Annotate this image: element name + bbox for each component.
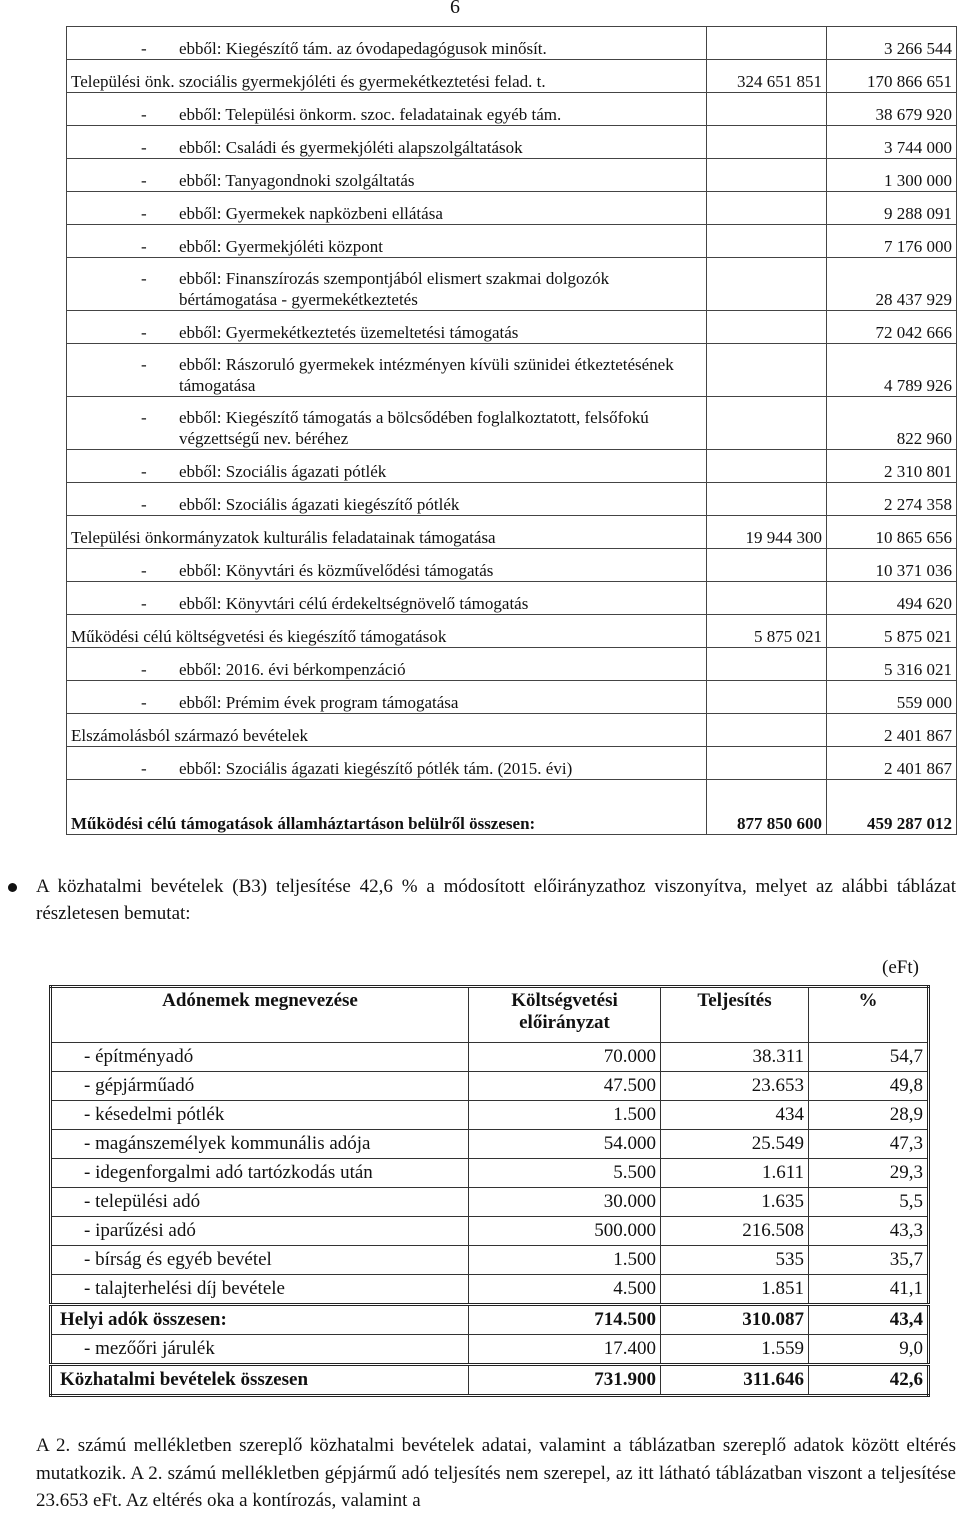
tax-table: [49, 985, 930, 1397]
support-row-label: - ebből: Tanyagondnoki szolgáltatás: [67, 159, 707, 192]
tax-total-row: [51, 1305, 929, 1335]
support-row-value-2: 10 371 036: [827, 549, 957, 582]
support-row: [67, 582, 957, 615]
support-row-label: - ebből: Kiegészítő támogatás a bölcsődében foglalkoztatott, felsőfokú végzettségű nev. béréhez: [67, 397, 707, 450]
support-row-value-2: 3 266 544: [827, 27, 957, 60]
tax-percent: 29,3: [809, 1159, 929, 1188]
tax-actual: 216.508: [661, 1217, 809, 1246]
tax-row: [51, 1188, 929, 1217]
support-row-value-2: 2 401 867: [827, 747, 957, 780]
support-row-value-2: 9 288 091: [827, 192, 957, 225]
tax-percent: 28,9: [809, 1101, 929, 1130]
support-row-label: - ebből: 2016. évi bérkompenzáció: [67, 648, 707, 681]
tax-name: - gépjárműadó: [51, 1072, 469, 1101]
support-row: [67, 648, 957, 681]
bullet-paragraph: [36, 873, 956, 927]
support-row: [67, 225, 957, 258]
tax-budget: 17.400: [469, 1335, 661, 1365]
bullet-text: A közhatalmi bevételek (B3) teljesítése 42,6 % a módosított előirányzathoz viszonyítva, melyet az alábbi táblázat részletesen bemutat:: [36, 876, 956, 924]
support-row-value-2: 28 437 929: [827, 258, 957, 311]
support-row-value-1: [707, 225, 827, 258]
support-row-label: - ebből: Gyermekjóléti központ: [67, 225, 707, 258]
tax-budget: 1.500: [469, 1101, 661, 1130]
tax-percent: 9,0: [809, 1335, 929, 1365]
tax-percent: 42,6: [809, 1365, 929, 1396]
tax-row: [51, 1101, 929, 1130]
support-row-label: - ebből: Prémim évek program támogatása: [67, 681, 707, 714]
support-row: [67, 344, 957, 397]
support-row-label: - ebből: Szociális ágazati pótlék: [67, 450, 707, 483]
tax-budget: 4.500: [469, 1275, 661, 1305]
support-row-label: - ebből: Rászoruló gyermekek intézményen kívüli szünidei étkeztetésének támogatása: [67, 344, 707, 397]
tax-actual: 434: [661, 1101, 809, 1130]
tax-name: - települési adó: [51, 1188, 469, 1217]
support-total-label: Működési célú támogatások államháztartáson belülről összesen:: [67, 780, 707, 835]
support-row-value-1: [707, 714, 827, 747]
tax-row: [51, 1217, 929, 1246]
support-row-value-2: 170 866 651: [827, 60, 957, 93]
support-row: [67, 516, 957, 549]
tax-name: - késedelmi pótlék: [51, 1101, 469, 1130]
tax-name: Közhatalmi bevételek összesen: [51, 1365, 469, 1396]
tax-percent: 49,8: [809, 1072, 929, 1101]
tax-budget: 5.500: [469, 1159, 661, 1188]
tax-budget: 70.000: [469, 1043, 661, 1072]
support-row-value-2: 38 679 920: [827, 93, 957, 126]
support-row: [67, 681, 957, 714]
support-row-label: - ebből: Kiegészítő tám. az óvodapedagógusok minősít.: [67, 27, 707, 60]
support-row-value-1: [707, 258, 827, 311]
unit-label: (eFt): [882, 957, 919, 978]
bottom-paragraph: A 2. számú mellékletben szereplő közhatalmi bevételek adatai, valamint a táblázatban szereplő adatok között eltérés mutatkozik. A 2. számú mellékletben gépjármű adó teljesítés nem szerepel, az itt látható táblázatban viszont a teljesítése 23.653 eFt. Az eltérés oka a kontírozás, valamint a: [36, 1435, 956, 1511]
tax-percent: 43,4: [809, 1305, 929, 1335]
tax-budget: 500.000: [469, 1217, 661, 1246]
support-row-value-1: [707, 549, 827, 582]
support-row-label: - ebből: Gyermekétkeztetés üzemeltetési támogatás: [67, 311, 707, 344]
support-row-label: - ebből: Települési önkorm. szoc. feladatainak egyéb tám.: [67, 93, 707, 126]
support-row: [67, 159, 957, 192]
tax-row: [51, 1130, 929, 1159]
tax-name: - bírság és egyéb bevétel: [51, 1246, 469, 1275]
tax-percent: 5,5: [809, 1188, 929, 1217]
support-total-value-1: 877 850 600: [707, 780, 827, 835]
support-row-label: - ebből: Finanszírozás szempontjából elismert szakmai dolgozók bértámogatása - gyermekétkeztetés: [67, 258, 707, 311]
support-row-value-2: 2 274 358: [827, 483, 957, 516]
tax-name: - magánszemélyek kommunális adója: [51, 1130, 469, 1159]
support-row-label: - ebből: Könyvtári és közművelődési támogatás: [67, 549, 707, 582]
support-row-value-1: [707, 681, 827, 714]
bullet-icon: [8, 883, 17, 892]
support-row: [67, 192, 957, 225]
support-row-value-1: [707, 344, 827, 397]
support-row-value-1: [707, 483, 827, 516]
tax-budget: 47.500: [469, 1072, 661, 1101]
tax-percent: 41,1: [809, 1275, 929, 1305]
header-percent: %: [809, 987, 929, 1043]
tax-budget: 54.000: [469, 1130, 661, 1159]
support-row-value-1: 324 651 851: [707, 60, 827, 93]
support-row: [67, 615, 957, 648]
support-row-value-1: [707, 159, 827, 192]
support-total-row: [67, 780, 957, 835]
tax-name: - idegenforgalmi adó tartózkodás után: [51, 1159, 469, 1188]
support-row: [67, 549, 957, 582]
support-row-value-2: 559 000: [827, 681, 957, 714]
support-row: [67, 311, 957, 344]
support-row-label: - ebből: Családi és gyermekjóléti alapszolgáltatások: [67, 126, 707, 159]
support-row-value-2: 7 176 000: [827, 225, 957, 258]
tax-actual: 1.851: [661, 1275, 809, 1305]
support-row-label: - ebből: Szociális ágazati kiegészítő pótlék: [67, 483, 707, 516]
support-row-value-1: [707, 126, 827, 159]
tax-row: [51, 1246, 929, 1275]
support-row: [67, 450, 957, 483]
tax-budget: 1.500: [469, 1246, 661, 1275]
support-row: [67, 747, 957, 780]
support-row: [67, 126, 957, 159]
tax-actual: 1.611: [661, 1159, 809, 1188]
tax-name: - mezőőri járulék: [51, 1335, 469, 1365]
support-row: [67, 93, 957, 126]
tax-name: - iparűzési adó: [51, 1217, 469, 1246]
tax-name: - talajterhelési díj bevétele: [51, 1275, 469, 1305]
support-row-label: Települési önk. szociális gyermekjóléti és gyermekétkeztetési felad. t.: [67, 60, 707, 93]
tax-name: - építményadó: [51, 1043, 469, 1072]
tax-actual: 25.549: [661, 1130, 809, 1159]
support-row-value-1: [707, 450, 827, 483]
header-name: Adónemek megnevezése: [51, 987, 469, 1043]
support-row-value-1: [707, 27, 827, 60]
tax-row: [51, 1043, 929, 1072]
support-row-value-2: 72 042 666: [827, 311, 957, 344]
tax-actual: 311.646: [661, 1365, 809, 1396]
support-row-label: Működési célú költségvetési és kiegészítő támogatások: [67, 615, 707, 648]
tax-actual: 38.311: [661, 1043, 809, 1072]
support-row: [67, 258, 957, 311]
tax-table-header: [51, 987, 929, 1043]
support-row: [67, 397, 957, 450]
tax-percent: 47,3: [809, 1130, 929, 1159]
support-row-value-2: 2 401 867: [827, 714, 957, 747]
tax-total-row: [51, 1365, 929, 1396]
support-row: [67, 60, 957, 93]
tax-actual: 1.559: [661, 1335, 809, 1365]
tax-row: [51, 1335, 929, 1365]
support-row-value-1: [707, 648, 827, 681]
support-row-label: - ebből: Gyermekek napközbeni ellátása: [67, 192, 707, 225]
tax-row: [51, 1275, 929, 1305]
support-row-label: - ebből: Könyvtári célú érdekeltségnövelő támogatás: [67, 582, 707, 615]
support-row: [67, 483, 957, 516]
support-row-value-2: 4 789 926: [827, 344, 957, 397]
support-row-value-2: 5 316 021: [827, 648, 957, 681]
tax-row: [51, 1072, 929, 1101]
support-row-value-1: [707, 311, 827, 344]
tax-budget: 30.000: [469, 1188, 661, 1217]
tax-percent: 43,3: [809, 1217, 929, 1246]
support-row-value-2: 5 875 021: [827, 615, 957, 648]
support-total-value-2: 459 287 012: [827, 780, 957, 835]
support-row: [67, 27, 957, 60]
support-row: [67, 714, 957, 747]
support-row-value-1: [707, 192, 827, 225]
support-row-value-2: 3 744 000: [827, 126, 957, 159]
support-row-value-1: 19 944 300: [707, 516, 827, 549]
support-row-value-1: [707, 397, 827, 450]
tax-actual: 535: [661, 1246, 809, 1275]
support-row-value-2: 2 310 801: [827, 450, 957, 483]
tax-name: Helyi adók összesen:: [51, 1305, 469, 1335]
tax-budget: 714.500: [469, 1305, 661, 1335]
tax-percent: 35,7: [809, 1246, 929, 1275]
tax-actual: 1.635: [661, 1188, 809, 1217]
header-budget: Költségvetési előirányzat: [469, 987, 661, 1043]
tax-percent: 54,7: [809, 1043, 929, 1072]
support-row-value-2: 822 960: [827, 397, 957, 450]
tax-budget: 731.900: [469, 1365, 661, 1396]
support-row-value-1: [707, 582, 827, 615]
support-row-value-2: 10 865 656: [827, 516, 957, 549]
support-table: [66, 26, 957, 835]
support-row-value-1: [707, 747, 827, 780]
header-actual: Teljesítés: [661, 987, 809, 1043]
tax-row: [51, 1159, 929, 1188]
support-row-value-2: 494 620: [827, 582, 957, 615]
tax-actual: 23.653: [661, 1072, 809, 1101]
page-number: 6: [450, 0, 460, 18]
support-row-label: Elszámolásból származó bevételek: [67, 714, 707, 747]
support-row-value-1: [707, 93, 827, 126]
tax-actual: 310.087: [661, 1305, 809, 1335]
support-row-label: - ebből: Szociális ágazati kiegészítő pótlék tám. (2015. évi): [67, 747, 707, 780]
support-row-value-2: 1 300 000: [827, 159, 957, 192]
support-row-value-1: 5 875 021: [707, 615, 827, 648]
support-row-label: Települési önkormányzatok kulturális feladatainak támogatása: [67, 516, 707, 549]
